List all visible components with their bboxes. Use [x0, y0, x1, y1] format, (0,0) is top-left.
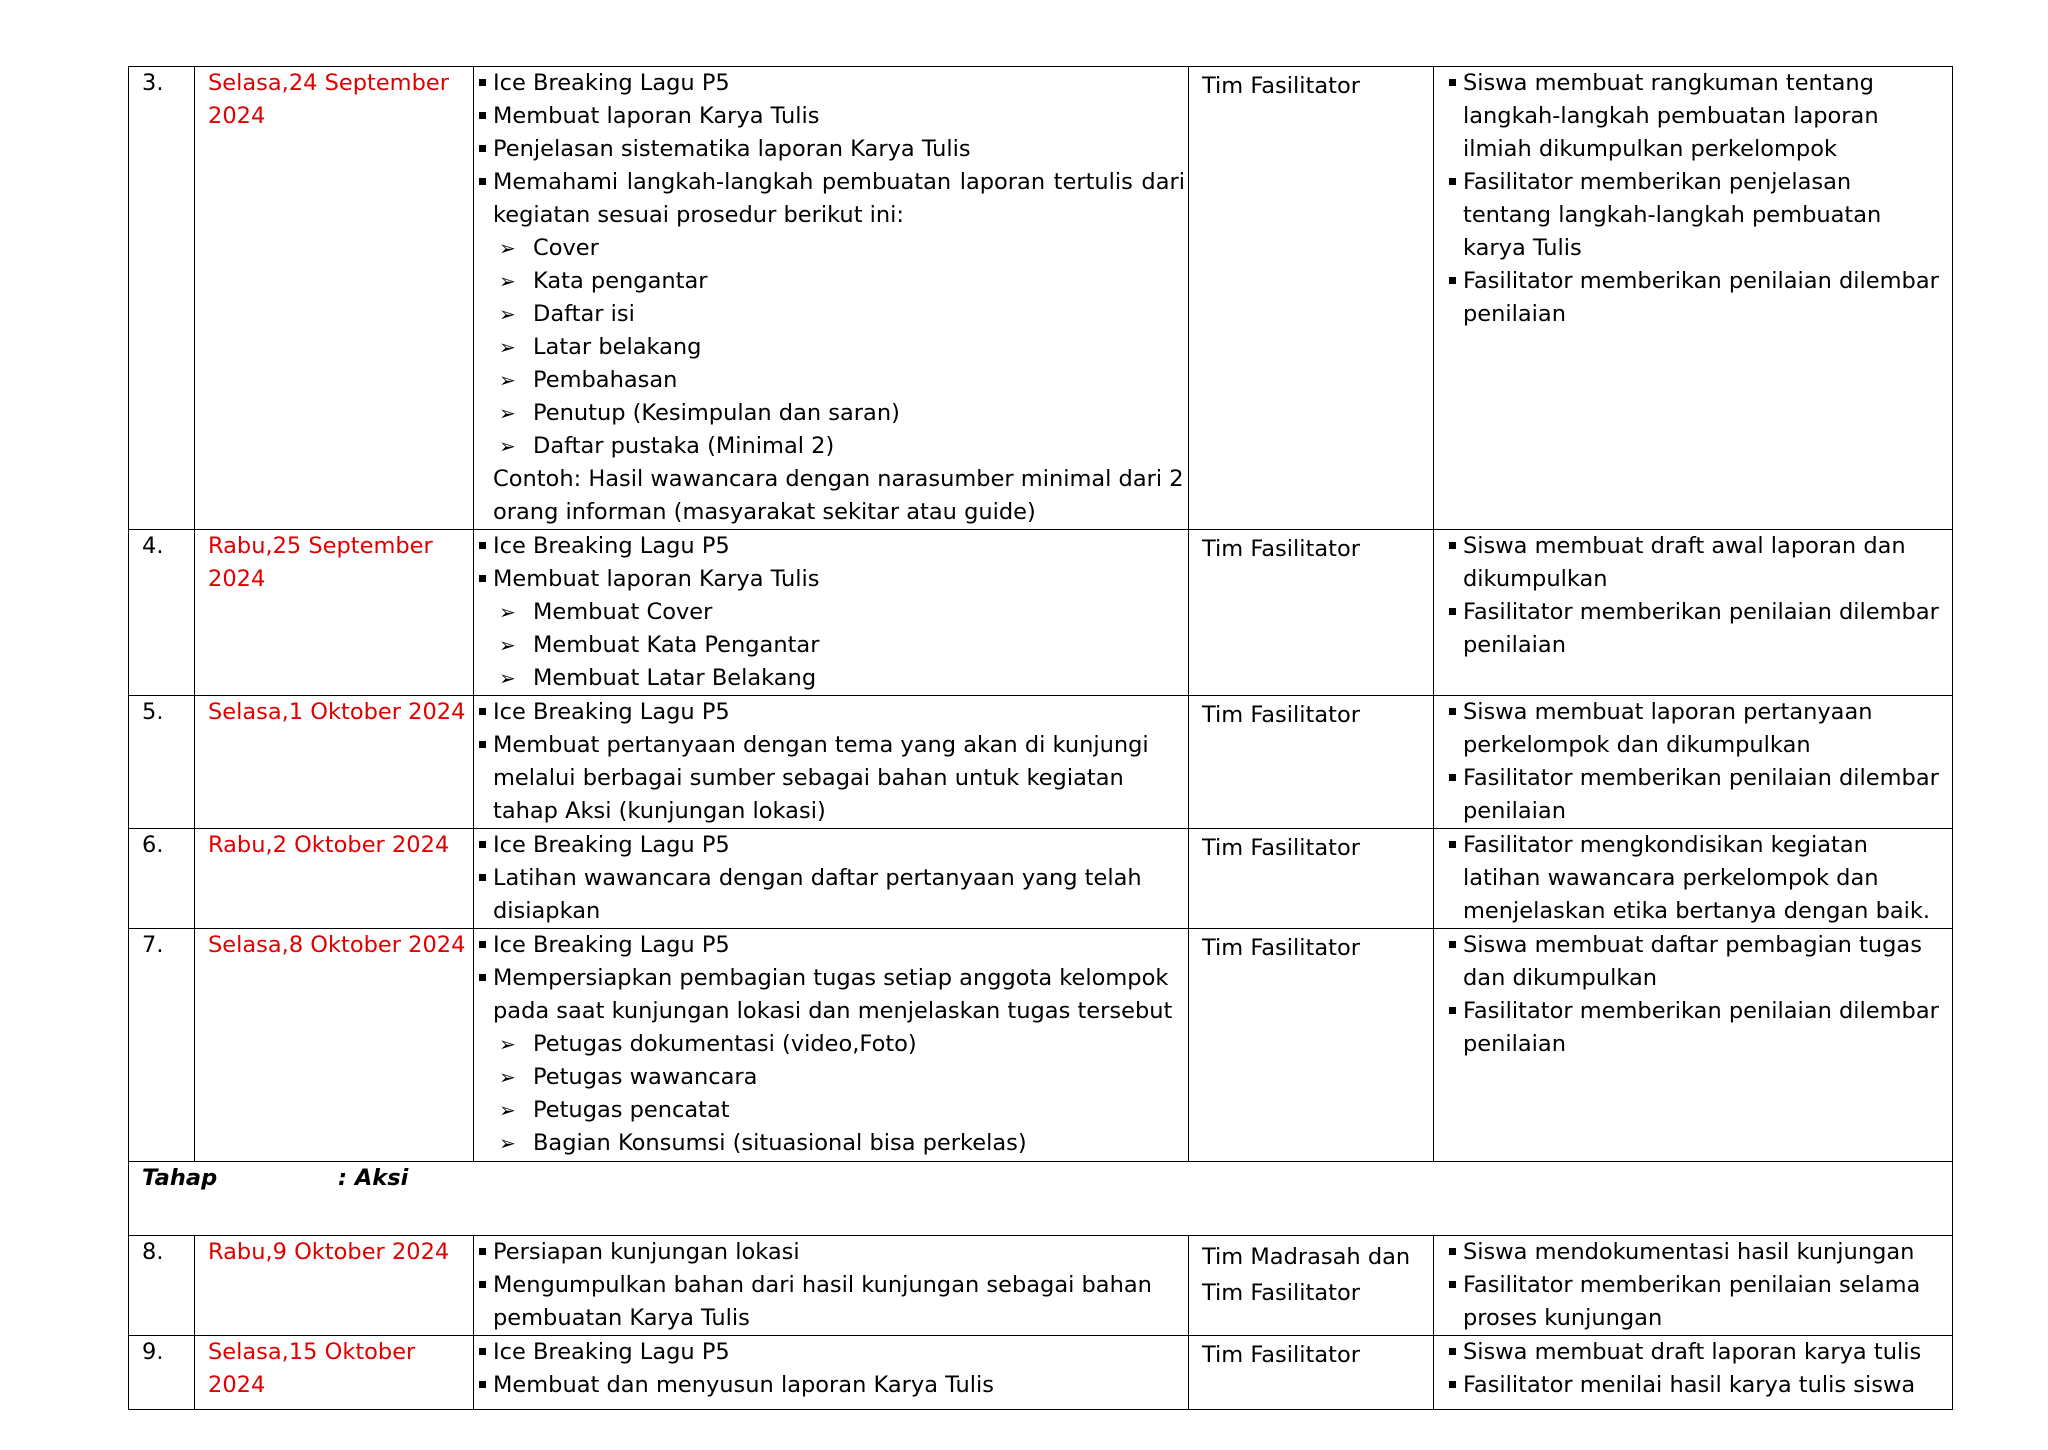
row-number-cell [129, 1336, 195, 1410]
description-cell [1434, 1336, 1953, 1410]
activities-cell [474, 67, 1189, 530]
row-number-cell [129, 67, 195, 530]
person-in-charge: Tim Fasilitator [1202, 536, 1360, 562]
description-item: Siswa membuat draft laporan karya tulis [1449, 1336, 1944, 1369]
activities-cell [474, 696, 1189, 829]
description-item: Siswa membuat laporan pertanyaan perkelompok dan dikumpulkan [1449, 696, 1944, 762]
row-number: 3. [142, 70, 164, 96]
activity-bullet-item: Ice Breaking Lagu P5 [479, 696, 1185, 729]
row-number-cell [129, 696, 195, 829]
row-number: 7. [142, 932, 164, 958]
description-item: Fasilitator menilai hasil karya tulis siswa [1449, 1369, 1944, 1402]
activity-bullet-item: Ice Breaking Lagu P5 [479, 67, 1185, 100]
activities-cell [474, 1236, 1189, 1336]
schedule-body-persiapan [129, 67, 1953, 1162]
date-cell [195, 829, 474, 929]
schedule-row [129, 67, 1953, 530]
activities-cell [474, 829, 1189, 929]
activity-bullet-item: Memahami langkah-langkah pembuatan laporan tertulis dari kegiatan sesuai prosedur berikut ini: [479, 166, 1185, 232]
activity-sub-item: ➢ Cover [479, 232, 1185, 265]
description-item: Siswa membuat draft awal laporan dan dikumpulkan [1449, 530, 1944, 596]
activities-cell [474, 530, 1189, 696]
description-item: Fasilitator memberikan penjelasan tentang langkah-langkah pembuatan karya Tulis [1449, 166, 1944, 265]
description-cell [1434, 929, 1953, 1162]
schedule-row [129, 1336, 1953, 1410]
stage-cell [129, 1162, 1953, 1236]
row-number: 8. [142, 1239, 164, 1265]
activity-bullet-item: Membuat pertanyaan dengan tema yang akan di kunjungi melalui berbagai sumber sebagai bahan untuk kegiatan tahap Aksi (kunjungan lokasi) [479, 729, 1185, 828]
session-date: Rabu,2 Oktober 2024 [208, 832, 450, 858]
activity-bullet-item: Mempersiapkan pembagian tugas setiap anggota kelompok pada saat kunjungan lokasi dan menjelaskan tugas tersebut [479, 962, 1185, 1028]
activities-cell [474, 1336, 1189, 1410]
description-item: Fasilitator mengkondisikan kegiatan latihan wawancara perkelompok dan menjelaskan etika bertanya dengan baik. [1449, 829, 1944, 928]
person-in-charge: Tim Fasilitator [1202, 73, 1360, 99]
activity-sub-item: ➢ Kata pengantar [479, 265, 1185, 298]
activity-bullet-item: Ice Breaking Lagu P5 [479, 829, 1185, 862]
activity-sub-item: ➢ Penutup (Kesimpulan dan saran) [479, 397, 1185, 430]
person-in-charge-cell [1189, 530, 1434, 696]
person-in-charge: Tim Fasilitator [1202, 702, 1360, 728]
person-in-charge-cell [1189, 1336, 1434, 1410]
person-in-charge-cell [1189, 67, 1434, 530]
description-item: Fasilitator memberikan penilaian dilembar penilaian [1449, 995, 1944, 1061]
description-cell [1434, 67, 1953, 530]
person-in-charge-cell [1189, 696, 1434, 829]
activity-bullet-item: Ice Breaking Lagu P5 [479, 929, 1185, 962]
activity-sub-item: ➢ Membuat Cover [479, 596, 1185, 629]
activities-cell [474, 929, 1189, 1162]
schedule-row [129, 696, 1953, 829]
person-in-charge-cell [1189, 929, 1434, 1162]
row-number-cell [129, 1236, 195, 1336]
activity-sub-item: ➢ Petugas wawancara [479, 1061, 1185, 1094]
person-in-charge: Tim Fasilitator [1202, 835, 1360, 861]
description-item: Fasilitator memberikan penilaian selama proses kunjungan [1449, 1269, 1944, 1335]
activity-bullet-item: Membuat dan menyusun laporan Karya Tulis [479, 1369, 1185, 1402]
activity-bullet-item: Ice Breaking Lagu P5 [479, 1336, 1185, 1369]
schedule-body-aksi [129, 1236, 1953, 1410]
row-number-cell [129, 929, 195, 1162]
description-item: Siswa membuat daftar pembagian tugas dan dikumpulkan [1449, 929, 1944, 995]
schedule-row [129, 929, 1953, 1162]
schedule-table [128, 66, 1953, 1410]
row-number: 4. [142, 533, 164, 559]
activity-sub-item: ➢ Daftar isi [479, 298, 1185, 331]
activity-bullet-item: Membuat laporan Karya Tulis [479, 563, 1185, 596]
session-date: Selasa,24 September 2024 [208, 70, 449, 129]
person-in-charge: Tim Madrasah dan Tim Fasilitator [1202, 1244, 1411, 1306]
description-item: Fasilitator memberikan penilaian dilembar penilaian [1449, 596, 1944, 662]
description-item: Siswa mendokumentasi hasil kunjungan [1449, 1236, 1944, 1269]
stage-value: : Aksi [338, 1165, 409, 1191]
row-number-cell [129, 530, 195, 696]
activity-bullet-item: Mengumpulkan bahan dari hasil kunjungan sebagai bahan pembuatan Karya Tulis [479, 1269, 1185, 1335]
schedule-row [129, 530, 1953, 696]
row-number-cell [129, 829, 195, 929]
activity-note: Contoh: Hasil wawancara dengan narasumber minimal dari 2 orang informan (masyarakat sekitar atau guide) [493, 466, 1184, 525]
row-number: 6. [142, 832, 164, 858]
activity-sub-item: ➢ Petugas dokumentasi (video,Foto) [479, 1028, 1185, 1061]
description-item: Fasilitator memberikan penilaian dilembar penilaian [1449, 265, 1944, 331]
date-cell [195, 1236, 474, 1336]
session-date: Rabu,9 Oktober 2024 [208, 1239, 450, 1265]
person-in-charge-cell [1189, 829, 1434, 929]
date-cell [195, 1336, 474, 1410]
schedule-row [129, 829, 1953, 929]
activity-bullet-item: Ice Breaking Lagu P5 [479, 530, 1185, 563]
date-cell [195, 67, 474, 530]
activity-bullet-item: Membuat laporan Karya Tulis [479, 100, 1185, 133]
description-cell [1434, 696, 1953, 829]
activity-bullet-item: Latihan wawancara dengan daftar pertanyaan yang telah disiapkan [479, 862, 1185, 928]
activity-sub-item: ➢ Pembahasan [479, 364, 1185, 397]
date-cell [195, 530, 474, 696]
description-cell [1434, 829, 1953, 929]
description-item: Fasilitator memberikan penilaian dilembar penilaian [1449, 762, 1944, 828]
date-cell [195, 696, 474, 829]
activity-sub-item: ➢ Latar belakang [479, 331, 1185, 364]
activity-sub-item: ➢ Petugas pencatat [479, 1094, 1185, 1127]
session-date: Selasa,15 Oktober 2024 [208, 1339, 416, 1398]
stage-row [129, 1162, 1953, 1236]
person-in-charge-cell [1189, 1236, 1434, 1336]
schedule-row [129, 1236, 1953, 1336]
row-number: 5. [142, 699, 164, 725]
date-cell [195, 929, 474, 1162]
stage-label: Tahap [142, 1165, 218, 1191]
activity-bullet-item: Penjelasan sistematika laporan Karya Tulis [479, 133, 1185, 166]
session-date: Selasa,1 Oktober 2024 [208, 699, 466, 725]
person-in-charge: Tim Fasilitator [1202, 1342, 1360, 1368]
session-date: Selasa,8 Oktober 2024 [208, 932, 466, 958]
row-number: 9. [142, 1339, 164, 1365]
session-date: Rabu,25 September 2024 [208, 533, 433, 592]
activity-sub-item: ➢ Daftar pustaka (Minimal 2) [479, 430, 1185, 463]
description-item: Siswa membuat rangkuman tentang langkah-langkah pembuatan laporan ilmiah dikumpulkan perkelompok [1449, 67, 1944, 166]
activity-sub-item: ➢ Membuat Kata Pengantar [479, 629, 1185, 662]
person-in-charge: Tim Fasilitator [1202, 935, 1360, 961]
description-cell [1434, 1236, 1953, 1336]
activity-bullet-item: Persiapan kunjungan lokasi [479, 1236, 1185, 1269]
activity-sub-item: ➢ Bagian Konsumsi (situasional bisa perkelas) [479, 1127, 1185, 1160]
activity-sub-item: ➢ Membuat Latar Belakang [479, 662, 1185, 695]
description-cell [1434, 530, 1953, 696]
stage-section [129, 1162, 1953, 1236]
